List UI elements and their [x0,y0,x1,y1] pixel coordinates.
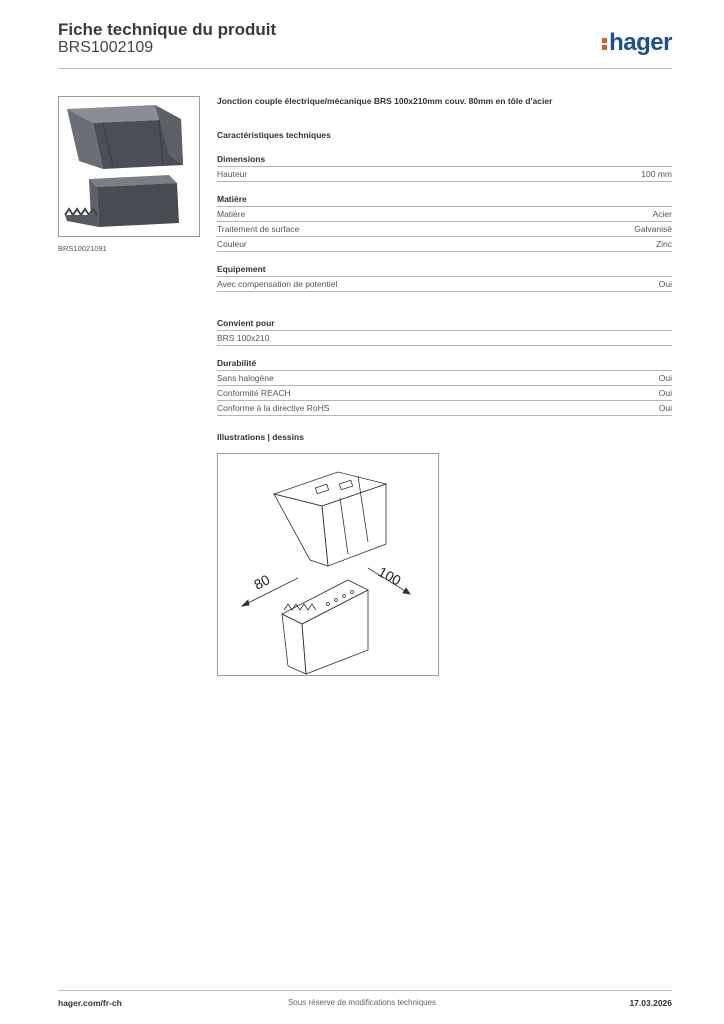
product-reference: BRS1002109 [58,39,154,56]
spec-value: Oui [658,403,672,413]
spec-row [217,207,672,222]
footer-date: 17.03.2026 [629,998,672,1008]
spec-label: Conformité REACH [217,388,291,398]
logo-dots-icon [602,36,607,52]
spec-row [217,237,672,252]
section-heading: Dimensions [217,152,672,167]
spec-label: Matière [217,209,246,219]
spec-value: Oui [658,279,672,289]
spec-row [217,386,672,401]
product-photo-icon [59,97,199,236]
section-convient-pour [217,316,672,346]
content [217,96,672,442]
section-heading: Durabilité [217,356,672,371]
footer-divider [58,990,672,991]
product-image [58,96,200,237]
section-matiere [217,192,672,252]
spec-label: BRS 100x210 [217,333,270,343]
specs-title: Caractéristiques techniques [217,130,331,140]
section-heading: Equipement [217,262,672,277]
spec-row [217,371,672,386]
header-divider [58,68,672,69]
hager-logo [602,29,672,57]
spec-label: Couleur [217,239,247,249]
dimension-height-label: 100 [375,563,404,589]
spec-value: Zinc [655,239,672,249]
spec-label: Hauteur [217,169,248,179]
spec-row [217,401,672,416]
section-equipement [217,262,672,292]
section-heading: Convient pour [217,316,672,331]
spec-label: Avec compensation de potentiel [217,279,338,289]
illustrations-title: Illustrations | dessins [217,432,304,442]
section-dimensions [217,152,672,182]
spec-label: Traitement de surface [217,224,300,234]
spec-row [217,167,672,182]
technical-drawing [217,453,439,676]
spec-row [217,222,672,237]
spec-value: Oui [658,373,672,383]
spec-label: Sans halogène [217,373,274,383]
spec-row [217,277,672,292]
spec-row [217,331,672,346]
section-durabilite [217,356,672,416]
logo-text: hager [609,29,672,56]
spec-value: 100 mm [641,169,672,179]
product-name: Jonction couple électrique/mécanique BRS 100x210mm couv. 80mm en tôle d'acier [217,96,553,106]
dimension-drawing-icon [218,454,438,675]
spec-value: Oui [658,388,672,398]
footer-disclaimer: Sous réserve de modifications techniques [287,998,437,1007]
dimension-width-label: 80 [251,571,273,593]
footer-website: hager.com/fr-ch [58,998,122,1008]
image-caption: BRS10021091 [58,244,107,253]
document-title: Fiche technique du produit [58,20,277,39]
section-heading: Matière [217,192,672,207]
spec-value: Acier [652,209,672,219]
spec-label: Conforme à la directive RoHS [217,403,330,413]
spec-value: Galvanisé [634,224,672,234]
